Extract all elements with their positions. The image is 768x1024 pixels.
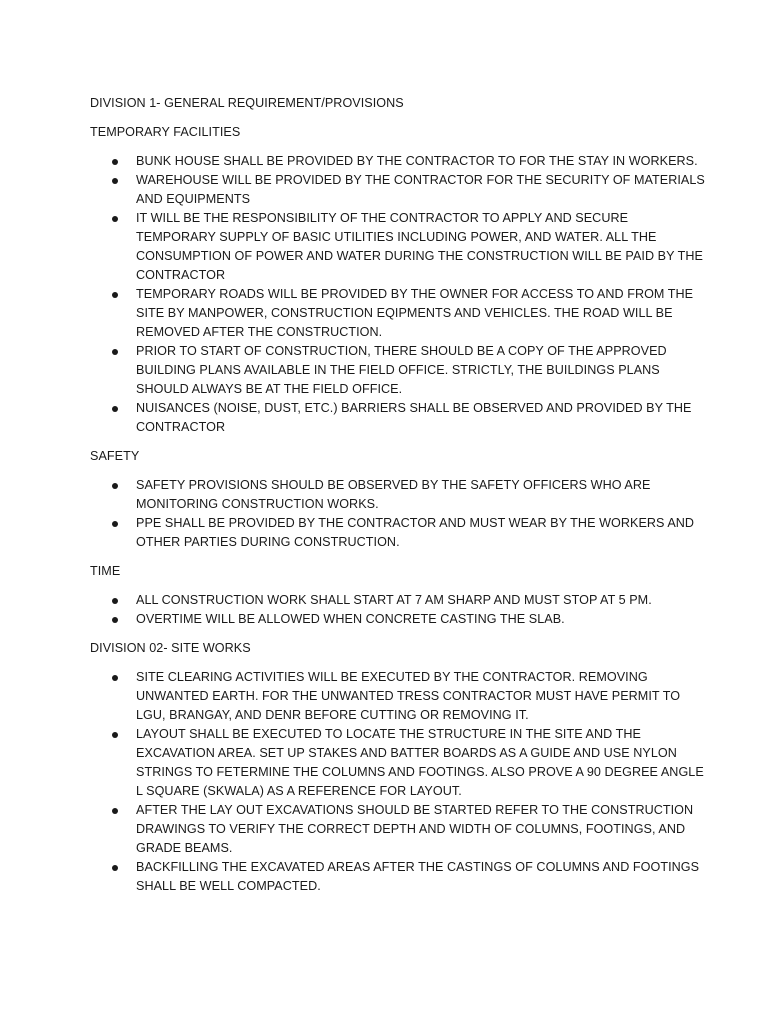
list-item <box>90 725 708 801</box>
bullet-icon <box>112 406 118 412</box>
list-item-text: NUISANCES (NOISE, DUST, ETC.) BARRIERS SHALL BE OBSERVED AND PROVIDED BY THE CONTRACTOR <box>136 401 692 434</box>
list-item <box>90 152 708 171</box>
list-item-text: WAREHOUSE WILL BE PROVIDED BY THE CONTRACTOR FOR THE SECURITY OF MATERIALS AND EQUIPMENTS <box>136 173 705 206</box>
section-division-02 <box>90 639 708 896</box>
list-item-text: IT WILL BE THE RESPONSIBILITY OF THE CONTRACTOR TO APPLY AND SECURE TEMPORARY SUPPLY OF BASIC UTILITIES INCLUDING POWER, AND WATER. ALL THE CONSUMPTION OF POWER AND WATER DURING THE CONSTRUCTION WILL BE PAID BY THE CONTRACTOR <box>136 211 703 282</box>
bullet-list <box>90 591 708 629</box>
bullet-icon <box>112 617 118 623</box>
list-item <box>90 171 708 209</box>
bullet-icon <box>112 598 118 604</box>
bullet-icon <box>112 216 118 222</box>
list-item <box>90 342 708 399</box>
list-item-text: AFTER THE LAY OUT EXCAVATIONS SHOULD BE STARTED REFER TO THE CONSTRUCTION DRAWINGS TO VERIFY THE CORRECT DEPTH AND WIDTH OF COLUMNS, FOOTINGS, AND GRADE BEAMS. <box>136 803 694 855</box>
bullet-icon <box>112 865 118 871</box>
bullet-icon <box>112 808 118 814</box>
bullet-icon <box>112 521 118 527</box>
list-item-text: ALL CONSTRUCTION WORK SHALL START AT 7 AM SHARP AND MUST STOP AT 5 PM. <box>136 593 652 607</box>
list-item <box>90 668 708 725</box>
section-heading: SAFETY <box>90 449 140 463</box>
bullet-list <box>90 152 708 437</box>
section-heading: TIME <box>90 564 121 578</box>
list-item-text: TEMPORARY ROADS WILL BE PROVIDED BY THE OWNER FOR ACCESS TO AND FROM THE SITE BY MANPOWER, CONSTRUCTION EQIPMENTS AND VEHICLES. THE ROAD WILL BE REMOVED AFTER THE CONSTRUCTION. <box>136 287 694 339</box>
list-item <box>90 285 708 342</box>
list-item <box>90 801 708 858</box>
bullet-icon <box>112 349 118 355</box>
list-item-text: SAFETY PROVISIONS SHOULD BE OBSERVED BY THE SAFETY OFFICERS WHO ARE MONITORING CONSTRUCTION WORKS. <box>136 478 651 511</box>
bullet-icon <box>112 483 118 489</box>
section-safety <box>90 447 708 552</box>
section-heading: DIVISION 02- SITE WORKS <box>90 641 251 655</box>
list-item <box>90 858 708 896</box>
list-item-text: PPE SHALL BE PROVIDED BY THE CONTRACTOR AND MUST WEAR BY THE WORKERS AND OTHER PARTIES DURING CONSTRUCTION. <box>136 516 695 549</box>
list-item-text: PRIOR TO START OF CONSTRUCTION, THERE SHOULD BE A COPY OF THE APPROVED BUILDING PLANS AVAILABLE IN THE FIELD OFFICE. STRICTLY, THE BUILDINGS PLANS SHOULD ALWAYS BE AT THE FIELD OFFICE. <box>136 344 667 396</box>
list-item <box>90 399 708 437</box>
section-division-1 <box>90 94 708 113</box>
list-item-text: LAYOUT SHALL BE EXECUTED TO LOCATE THE STRUCTURE IN THE SITE AND THE EXCAVATION AREA. SET UP STAKES AND BATTER BOARDS AS A GUIDE AND USE NYLON STRINGS TO FETERMINE THE COLUMNS AND FOOTINGS. ALSO PROVE A 90 DEGREE ANGLE L SQUARE (SKWALA) AS A REFERENCE FOR LAYOUT. <box>136 727 704 798</box>
bullet-icon <box>112 178 118 184</box>
list-item <box>90 514 708 552</box>
list-item-text: SITE CLEARING ACTIVITIES WILL BE EXECUTED BY THE CONTRACTOR. REMOVING UNWANTED EARTH. FOR THE UNWANTED TRESS CONTRACTOR MUST HAVE PERMIT TO LGU, BRANGAY, AND DENR BEFORE CUTTING OR REMOVING IT. <box>136 670 681 722</box>
list-item <box>90 476 708 514</box>
section-temporary-facilities <box>90 123 708 437</box>
list-item <box>90 209 708 285</box>
bullet-icon <box>112 732 118 738</box>
bullet-list <box>90 668 708 896</box>
list-item-text: BUNK HOUSE SHALL BE PROVIDED BY THE CONTRACTOR TO FOR THE STAY IN WORKERS. <box>136 154 698 168</box>
bullet-list <box>90 476 708 552</box>
section-time <box>90 562 708 629</box>
list-item-text: BACKFILLING THE EXCAVATED AREAS AFTER THE CASTINGS OF COLUMNS AND FOOTINGS SHALL BE WELL COMPACTED. <box>136 860 700 893</box>
list-item <box>90 591 708 610</box>
list-item <box>90 610 708 629</box>
bullet-icon <box>112 159 118 165</box>
bullet-icon <box>112 675 118 681</box>
list-item-text: OVERTIME WILL BE ALLOWED WHEN CONCRETE CASTING THE SLAB. <box>136 612 565 626</box>
bullet-icon <box>112 292 118 298</box>
section-heading: TEMPORARY FACILITIES <box>90 125 241 139</box>
section-heading: DIVISION 1- GENERAL REQUIREMENT/PROVISIONS <box>90 96 404 110</box>
